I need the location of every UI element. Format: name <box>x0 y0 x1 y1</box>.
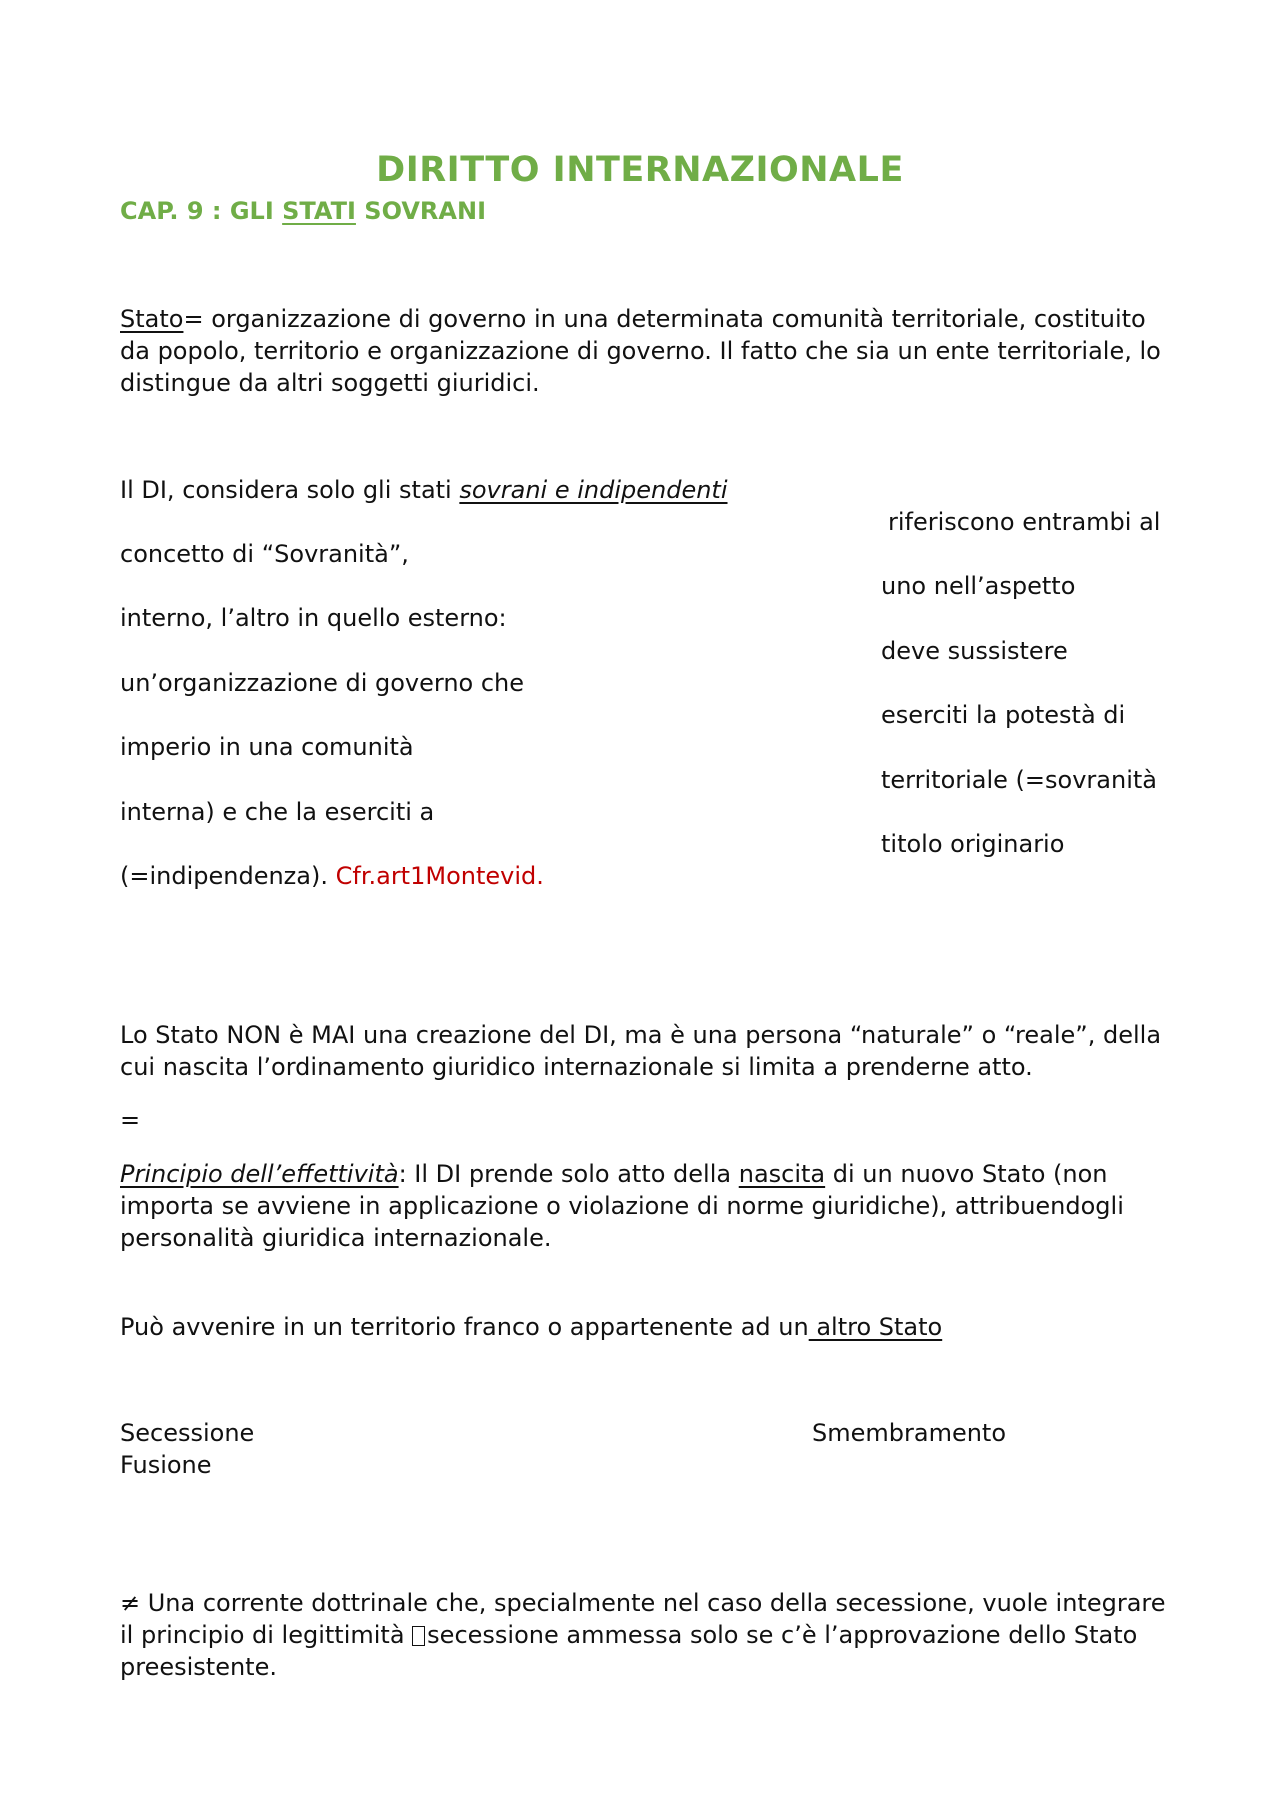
document-title: DIRITTO INTERNAZIONALE <box>376 150 904 190</box>
effectiveness-term: Principio dell’effettività <box>120 1160 399 1188</box>
sovereignty-left-line: concetto di “Sovranità”, <box>120 540 409 568</box>
territory-line <box>120 1311 942 1343</box>
mode-dismemberment: Smembramento <box>812 1419 1007 1447</box>
effectiveness-birth: nascita <box>738 1160 826 1188</box>
sovereignty-left-line: interno, l’altro in quello esterno: <box>120 604 507 632</box>
effectiveness-text-a: : Il DI prende solo atto della <box>398 1160 739 1188</box>
territory-text: Può avvenire in un territorio franco o appartenente ad un <box>120 1313 809 1341</box>
sovereignty-left-line: imperio in una comunità <box>120 733 414 761</box>
subtitle-suffix: SOVRANI <box>355 197 486 225</box>
subtitle-underlined: STATI <box>282 197 356 225</box>
sovereignty-last-text: (=indipendenza). <box>120 862 336 890</box>
subtitle-prefix: CAP. 9 : GLI <box>120 197 283 225</box>
definition-term: Stato <box>120 305 184 333</box>
definition-line-2: da popolo, territorio e organizzazione di governo. Il fatto che sia un ente territoriale, lo <box>120 337 1161 365</box>
sovereignty-right-line: eserciti la potestà di <box>881 701 1126 729</box>
mode-fusion: Fusione <box>120 1451 212 1479</box>
sovereignty-right-line: riferiscono entrambi al <box>888 508 1161 536</box>
definition-line-1: = organizzazione di governo in una determinata comunità territoriale, costituito <box>183 305 1146 333</box>
doctrine-line-3: preesistente. <box>120 1653 277 1681</box>
sovereignty-right-line: territoriale (=sovranità <box>881 766 1157 794</box>
definition-line-3: distingue da altri soggetti giuridici. <box>120 369 540 397</box>
equals-sign: = <box>120 1106 141 1134</box>
mode-secession: Secessione <box>120 1419 255 1447</box>
sovereignty-intro-text: Il DI, considera solo gli stati <box>120 476 460 504</box>
doctrine-text-a: il principio di legittimità <box>120 1621 413 1649</box>
sovereignty-left-line: interna) e che la eserciti a <box>120 798 435 826</box>
sovereignty-last-line <box>120 860 544 892</box>
definition-paragraph <box>120 303 1170 399</box>
effectiveness-text-b: di un nuovo Stato (non <box>825 1160 1108 1188</box>
sovereignty-left-line: un’organizzazione di governo che <box>120 669 525 697</box>
sovereignty-intro <box>120 474 728 506</box>
missing-glyph-icon <box>412 1626 425 1646</box>
chapter-subtitle <box>120 197 486 225</box>
doctrine-paragraph <box>120 1587 1170 1683</box>
doctrine-line-1: ≠ Una corrente dottrinale che, specialmente nel caso della secessione, vuole integrare <box>120 1589 1166 1617</box>
sovereignty-right-line: deve sussistere <box>881 637 1068 665</box>
natural-person-line-2: cui nascita l’ordinamento giuridico internazionale si limita a prenderne atto. <box>120 1053 1033 1081</box>
effectiveness-line-2: importa se avviene in applicazione o violazione di norme giuridiche), attribuendogli <box>120 1192 1124 1220</box>
effectiveness-paragraph <box>120 1158 1170 1254</box>
montevideo-reference: Cfr.art1Montevid. <box>335 862 544 890</box>
natural-person-paragraph <box>120 1019 1170 1083</box>
effectiveness-line-3: personalità giuridica internazionale. <box>120 1224 552 1252</box>
doctrine-text-b: secessione ammessa solo se c’è l’approvazione dello Stato <box>427 1621 1138 1649</box>
territory-underlined: altro Stato <box>808 1313 943 1341</box>
sovereignty-intro-emphasis: sovrani e indipendenti <box>459 476 728 504</box>
natural-person-line-1: Lo Stato NON è MAI una creazione del DI, ma è una persona “naturale” o “reale”, della <box>120 1021 1162 1049</box>
sovereignty-right-line: titolo originario <box>881 830 1065 858</box>
sovereignty-right-line: uno nell’aspetto <box>881 572 1076 600</box>
